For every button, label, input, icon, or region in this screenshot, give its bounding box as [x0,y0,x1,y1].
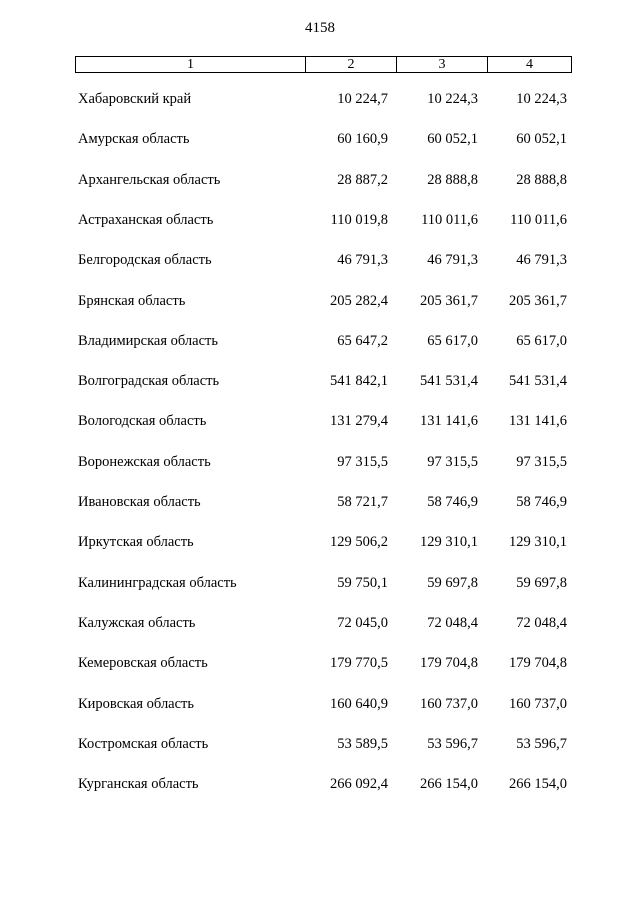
value-column-3: 97 315,5 [427,453,478,470]
table-row [0,291,640,311]
value-column-4: 65 617,0 [516,332,567,349]
column-header-1: 1 [187,56,194,72]
region-name: Калужская область [78,614,196,631]
value-column-3: 266 154,0 [420,776,478,793]
table-row [0,532,640,552]
value-column-3: 58 746,9 [427,494,478,510]
value-column-2: 179 770,5 [330,655,388,672]
value-column-4: 46 791,3 [516,252,567,269]
table-row [0,734,640,754]
column-header-2: 2 [305,57,396,72]
value-column-3: 46 791,3 [427,252,478,269]
value-column-4: 10 224,3 [516,91,567,107]
table-row [0,250,640,270]
table-row [0,774,640,794]
value-column-4: 58 746,9 [516,494,567,510]
table-row [0,371,640,391]
value-column-2: 266 092,4 [330,776,388,793]
table-row [0,492,640,512]
region-name: Архангельская область [78,171,221,188]
value-column-3: 28 888,8 [427,171,478,188]
region-name: Вологодская область [78,413,207,430]
table-row [0,694,640,714]
region-name: Воронежская область [78,453,211,470]
table-row [0,573,640,593]
region-name: Астраханская область [78,211,214,228]
value-column-2: 72 045,0 [337,614,388,631]
value-column-2: 131 279,4 [330,413,388,430]
value-column-4: 160 737,0 [509,695,567,712]
region-name: Волгоградская область [78,373,220,390]
table-row [0,452,640,472]
table-row [0,170,640,190]
value-column-4: 129 310,1 [509,534,567,551]
table-row [0,129,640,149]
region-name: Ивановская область [78,494,201,510]
table-row [0,653,640,673]
value-column-4: 72 048,4 [516,614,567,631]
value-column-4: 60 052,1 [516,131,567,148]
region-name: Курганская область [78,776,199,793]
value-column-4: 205 361,7 [509,292,567,309]
value-column-3: 179 704,8 [420,655,478,672]
page-number: 4158 [305,20,335,36]
value-column-3: 160 737,0 [420,695,478,712]
value-column-4: 131 141,6 [509,413,567,430]
region-name: Брянская область [78,292,186,309]
value-column-4: 110 011,6 [510,211,567,228]
value-column-2: 129 506,2 [330,534,388,551]
table-row [0,331,640,351]
value-column-3: 65 617,0 [427,332,478,349]
region-name: Кировская область [78,695,195,712]
value-column-2: 59 750,1 [337,574,388,591]
region-name: Владимирская область [78,332,218,349]
region-name: Иркутская область [78,534,194,551]
value-column-2: 53 589,5 [337,735,388,752]
column-header-3: 3 [396,57,487,72]
value-column-4: 541 531,4 [509,373,567,390]
value-column-2: 160 640,9 [330,695,388,712]
value-column-3: 110 011,6 [421,211,478,228]
value-column-3: 60 052,1 [427,131,478,148]
region-name: Костромская область [78,735,209,752]
table-row [0,210,640,230]
table-row [0,411,640,431]
value-column-4: 53 596,7 [516,735,567,752]
value-column-3: 59 697,8 [427,574,478,591]
value-column-2: 97 315,5 [337,453,388,470]
value-column-4: 97 315,5 [516,453,567,470]
value-column-3: 131 141,6 [420,413,478,430]
value-column-2: 60 160,9 [337,131,388,148]
value-column-3: 205 361,7 [420,292,478,309]
table-header-row [75,56,572,73]
region-name: Хабаровский край [78,91,192,107]
value-column-3: 72 048,4 [427,614,478,631]
value-column-2: 10 224,7 [337,91,388,107]
value-column-4: 59 697,8 [516,574,567,591]
value-column-3: 129 310,1 [420,534,478,551]
value-column-2: 65 647,2 [337,332,388,349]
value-column-4: 179 704,8 [509,655,567,672]
column-header-4: 4 [487,57,571,72]
value-column-2: 58 721,7 [337,494,388,510]
region-name: Амурская область [78,131,190,148]
value-column-3: 10 224,3 [427,91,478,107]
value-column-2: 110 019,8 [330,211,388,228]
value-column-3: 53 596,7 [427,735,478,752]
region-name: Кемеровская область [78,655,208,672]
value-column-2: 205 282,4 [330,292,388,309]
region-name: Белгородская область [78,252,212,269]
value-column-4: 266 154,0 [509,776,567,793]
value-column-2: 541 842,1 [330,373,388,390]
value-column-2: 46 791,3 [337,252,388,269]
value-column-4: 28 888,8 [516,171,567,188]
value-column-2: 28 887,2 [337,171,388,188]
region-name: Калининградская область [78,574,237,591]
value-column-3: 541 531,4 [420,373,478,390]
table-row [0,89,640,109]
table-row [0,613,640,633]
